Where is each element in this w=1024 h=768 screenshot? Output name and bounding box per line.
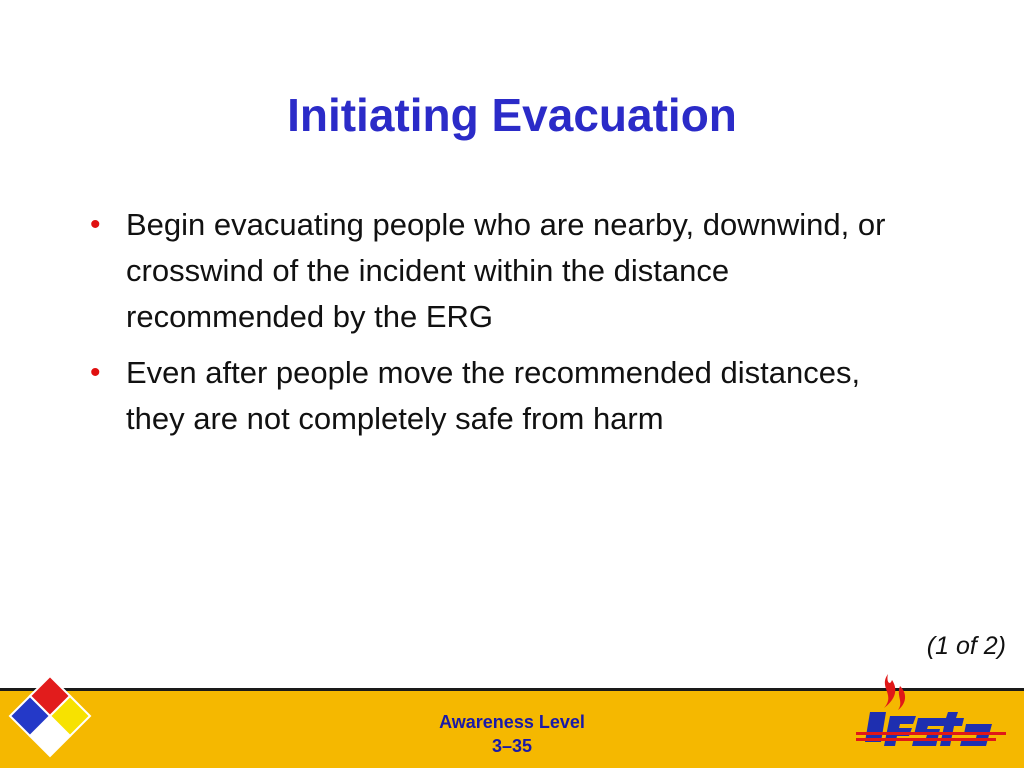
footer-level: Awareness Level [439, 712, 585, 732]
bullet-text: Begin evacuating people who are nearby, downwind, or crosswind of the incident within the distance recommended by the ERG [126, 207, 886, 334]
ifsta-logo [856, 672, 1016, 760]
page-indicator: (1 of 2) [926, 632, 1006, 660]
nfpa-diamond-icon [8, 674, 92, 758]
bullet-text: Even after people move the recommended distances, they are not completely safe from harm [126, 355, 861, 436]
slide-title: Initiating Evacuation [287, 89, 737, 141]
bullet-item [84, 202, 924, 340]
footer-page-number: 3–35 [491, 736, 533, 756]
bullet-list [84, 202, 924, 452]
bullet-item [84, 350, 924, 442]
bullet-marker-icon: • [90, 356, 101, 389]
bullet-marker-icon: • [90, 208, 101, 241]
